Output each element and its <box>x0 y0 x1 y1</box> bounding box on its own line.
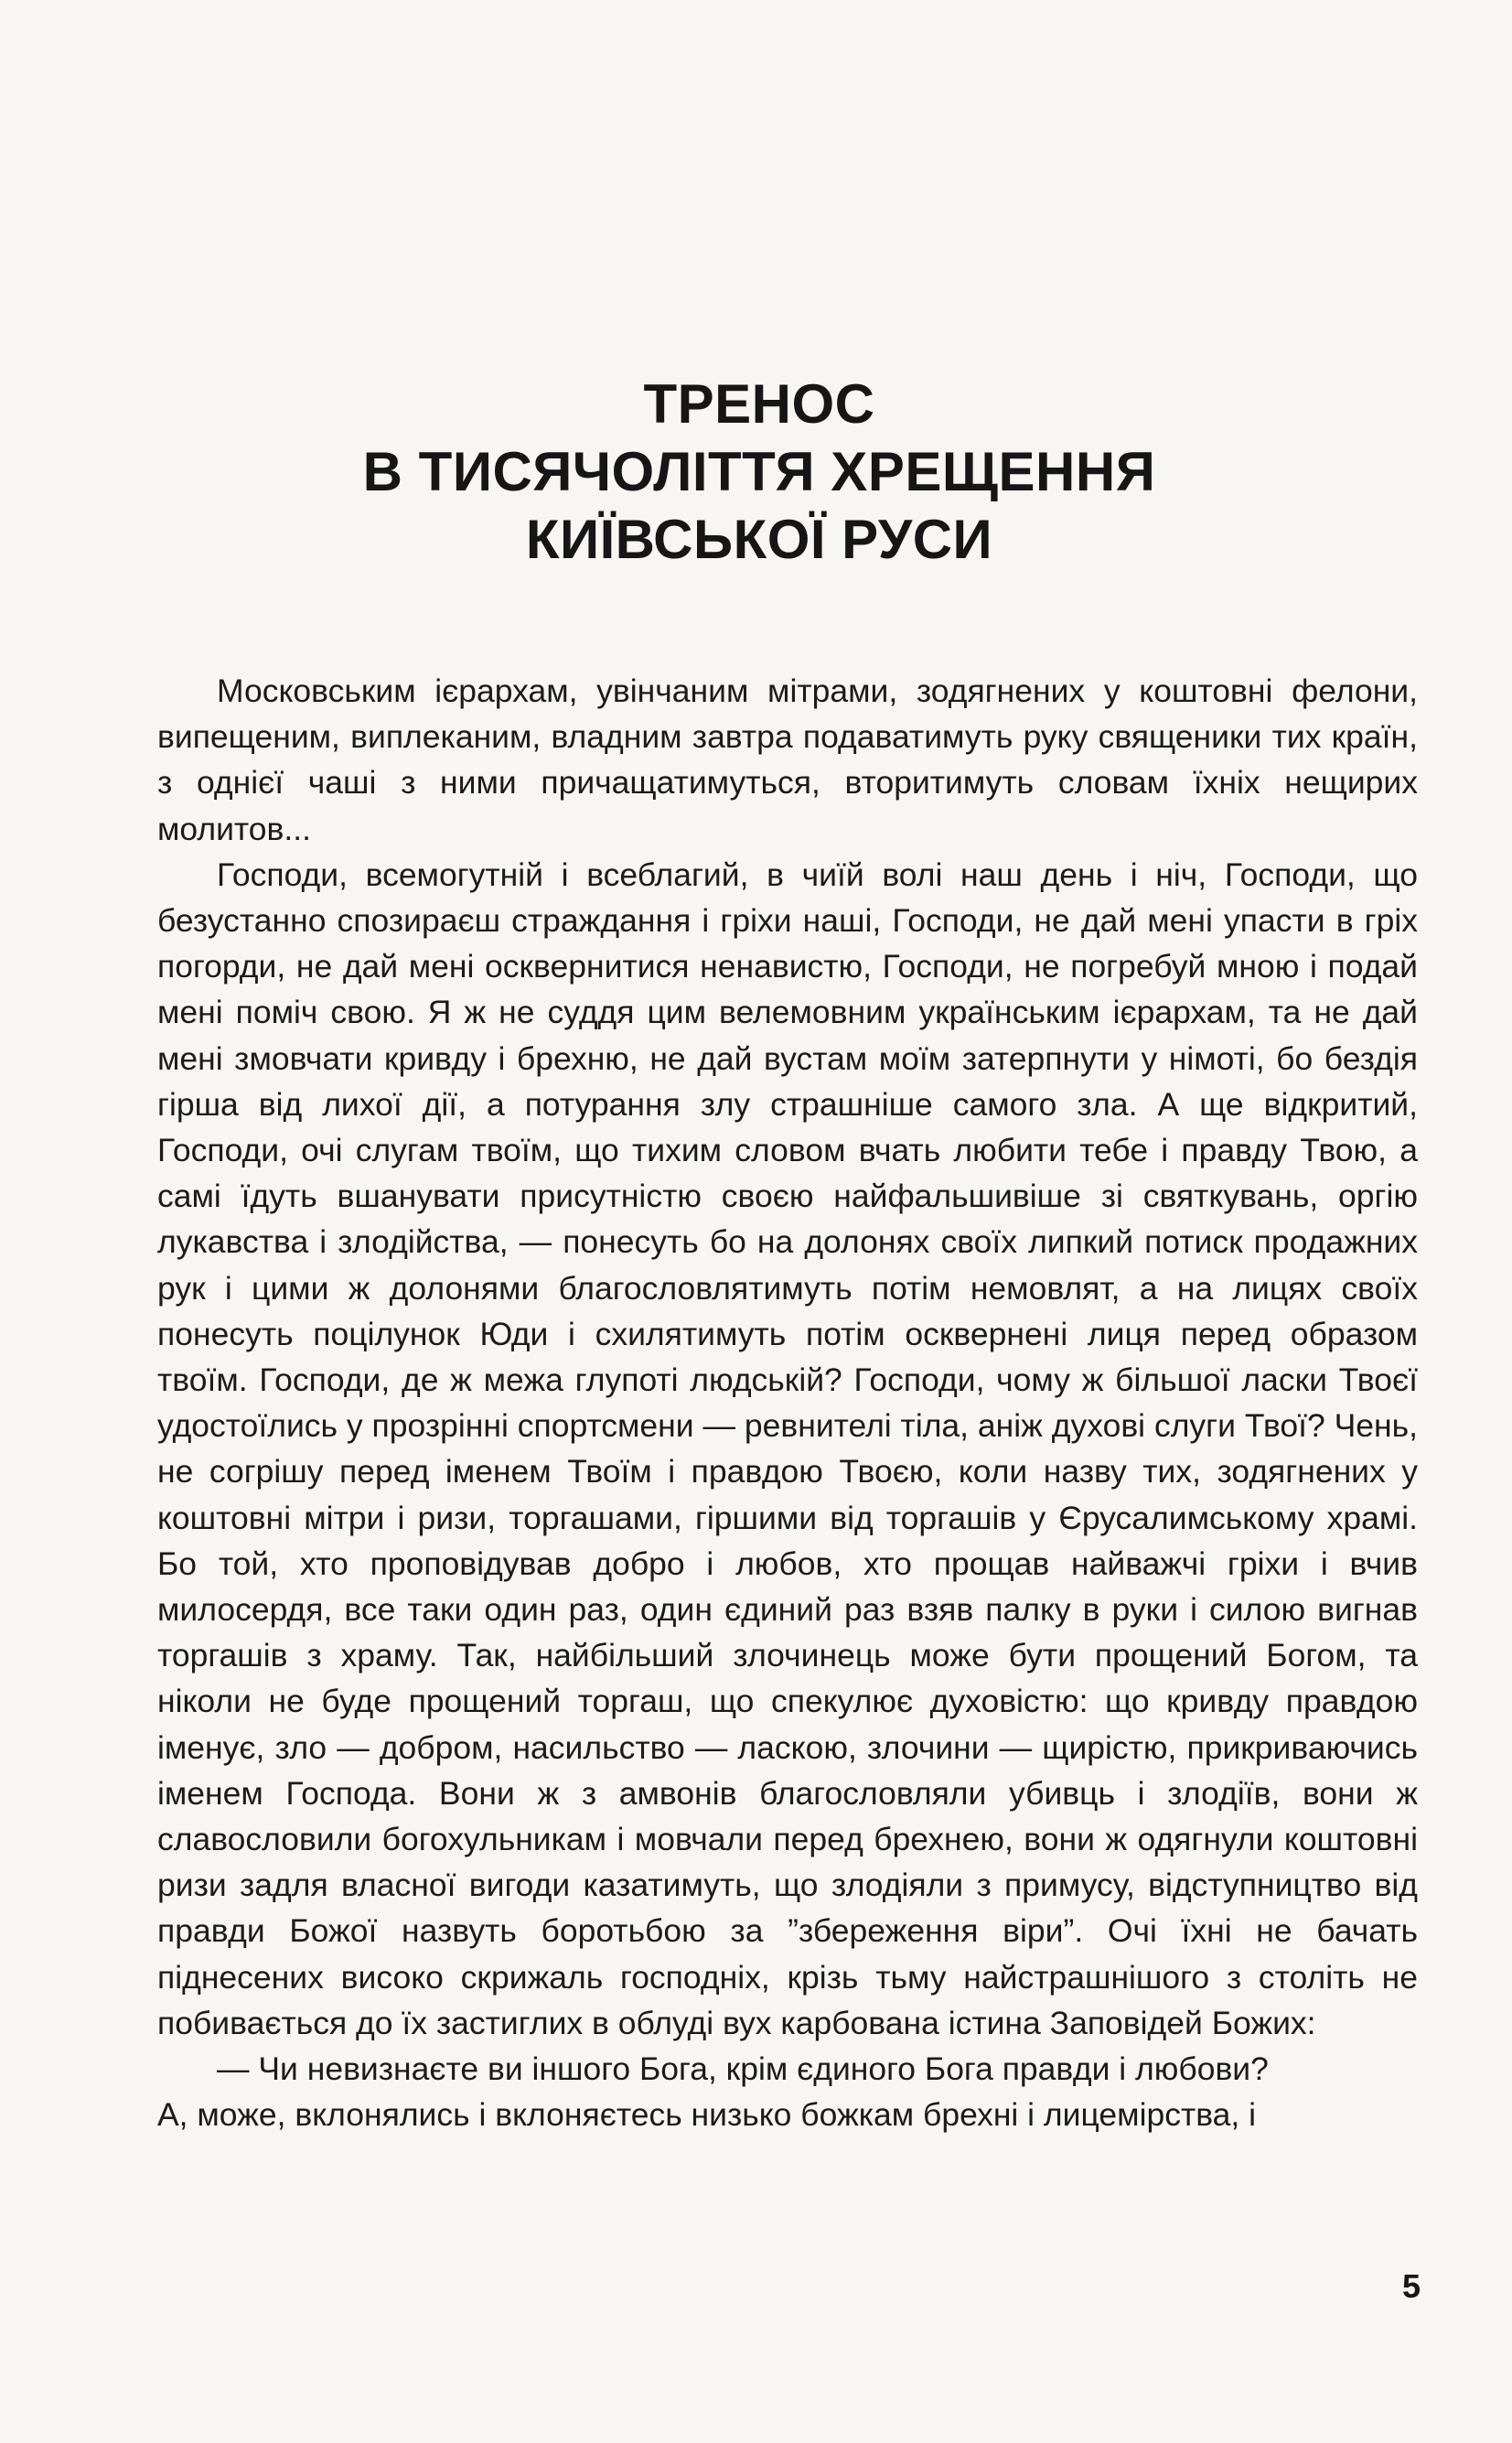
paragraph-4: А, може, вклонялись і вклоняєтесь низько божкам брехні і лицемірства, і <box>157 2096 1257 2134</box>
title-line-3: КИЇВСЬКОЇ РУСИ <box>525 509 993 570</box>
title-line-2: В ТИСЯЧОЛІТТЯ ХРЕЩЕННЯ <box>362 441 1156 502</box>
paragraph-2: Господи, всемогутній і всеблагий, в чиїй волі наш день і ніч, Господи, що безустанно спозираєш страждання і гріхи наші, Господи, не дай мені упасти в гріх погорди, не дай мені осквернитися ненавистю, Господи, не погребуй мною і подай мені поміч свою. Я ж не суддя цим велемовним українським ієрархам, та не дай мені змовчати кривду і брехню, не дай вустам моїм затерпнути у німоті, бо бездія гірша від лихої дії, а потурання злу страшніше самого зла. А ще відкритий, Господи, очі слугам твоїм, що тихим словом вчать любити тебе і правду Твою, а самі їдуть вшанувати присутністю своєю найфальшивіше зі святкувань, оргію лукавства і злодійства, — понесуть бо на долонях своїх липкий потиск продажних рук і цими ж долонями благословлятимуть потім немовлят, а на лицях своїх понесуть поцілунок Юди і схилятимуть потім осквернені лиця перед образом твоїм. Господи, де ж межа глупоті людській? Господи, чому ж більшої ласки Твоєї удостоїлись у прозрінні спортсмени — ревнителі тіла, аніж духові слуги Твої? Чень, не согрішу перед іменем Твоїм і правдою Твоєю, коли назву тих, зодягнених у коштовні мітри і ризи, торгашами, гіршими від торгашів у Єрусалимському храмі. Бо той, хто проповідував добро і любов, хто прощав найважчі гріхи і вчив милосердя, все таки один раз, один єдиний раз взяв палку в руки і силою вигнав торгашів з храму. Так, найбільший злочинець може бути прощений Богом, та ніколи не буде прощений торгаш, що спекулює духовістю: що кривду правдою іменує, зло — добром, насильство — ласкою, злочини — щирістю, прикриваючись іменем Господа. Вони ж з амвонів благословляли убивць і злодіїв, вони ж славословили богохульникам і мовчали перед брехнею, вони ж одягнули коштовні ризи задля власної вигоди казатимуть, що злодіяли з примусу, відступництво від правди Божої назвуть боротьбою за ”збереження віри”. Очі їхні не бачать піднесених високо скрижаль господніх, крізь тьму найстрашнішого з століть не побивається до їх застиглих в облуді вух карбована істина Заповідей Божих: <box>157 856 1418 2041</box>
body-text <box>157 668 1418 2138</box>
paragraph-3: — Чи невизнаєте ви іншого Бога, крім єдиного Бога правди і любови? <box>217 2050 1269 2088</box>
paragraph-1: Московським ієрархам, увінчаним мітрами, зодягнених у коштовні фелони, випещеним, виплеканим, владним завтра подаватимуть руку священики тих країн, з однієї чаші з ними причащатимуться, вторитимуть словам їхніх нещирих молитов... <box>157 673 1418 847</box>
page-number: 5 <box>1401 2267 1421 2305</box>
page-title <box>146 371 1372 574</box>
title-line-1: ТРЕНОС <box>643 373 875 435</box>
